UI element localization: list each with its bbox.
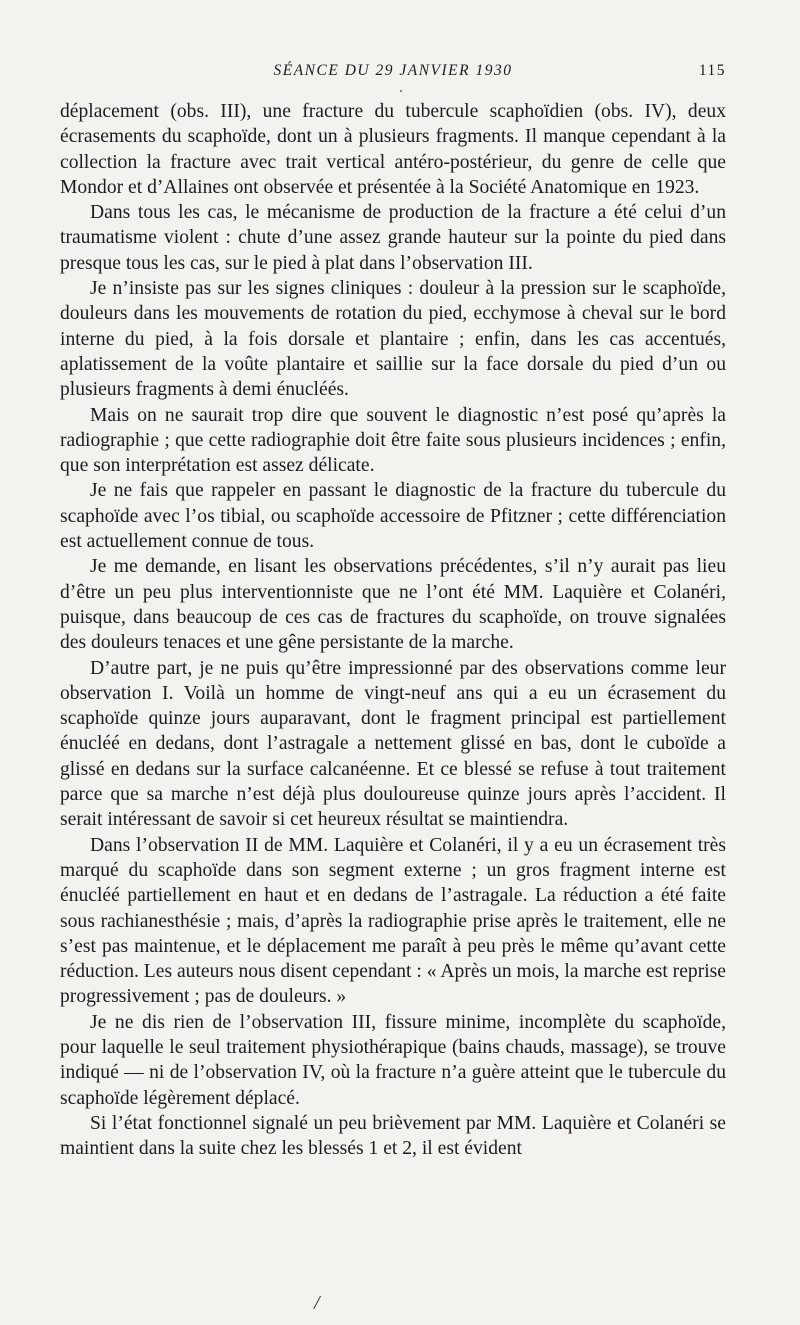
- body-text: [60, 99, 726, 1161]
- paragraph: Dans tous les cas, le mécanisme de production de la fracture a été celui d’un traumatisme violent : chute d’une assez grande hauteur sur la pointe du pied dans presque tous les cas, sur le pied à plat dans l’observation III.: [60, 202, 726, 274]
- paragraph: Je me demande, en lisant les observations précédentes, s’il n’y aurait pas lieu d’être un peu plus interventionniste que ne l’ont été MM. Laquière et Colanéri, puisque, dans beaucoup de ces cas de fractures du scaphoïde, on trouve signalées des douleurs tenaces et une gêne persistante de la marche.: [60, 556, 726, 654]
- paragraph: déplacement (obs. III), une fracture du tubercule scaphoïdien (obs. IV), deux écrasements du scaphoïde, dont un à plusieurs fragments. Il manque cependant à la collection la fracture avec trait vertical antéro-postérieur, du genre de celle que Mondor et d’Allaines ont observée et présentée à la Société Anatomique en 1923.: [60, 101, 726, 198]
- ink-speck: [400, 90, 402, 92]
- page-number: 115: [698, 62, 726, 79]
- paragraph: Je ne fais que rappeler en passant le diagnostic de la fracture du tubercule du scaphoïde avec l’os tibial, ou scaphoïde accessoire de Pfitzner ; cette différenciation est actuellement connue de tous.: [60, 480, 726, 553]
- paragraph: Mais on ne saurait trop dire que souvent le diagnostic n’est posé qu’après la radiographie ; que cette radiographie doit être faite sous plusieurs incidences ; enfin, que son interprétation est assez délicate.: [60, 404, 726, 477]
- paragraph: Je ne dis rien de l’observation III, fissure minime, incomplète du scaphoïde, pour laquelle le seul traitement physiothérapique (bains chauds, massage), se trouve indiqué — ni de l’observation IV, où la fracture n’a guère atteint que le tubercule du scaphoïde légèrement déplacé.: [60, 1011, 726, 1109]
- page-header: [60, 62, 726, 86]
- paragraph: Dans l’observation II de MM. Laquière et Colanéri, il y a eu un écrasement très marqué du scaphoïde dans son segment externe ; un gros fragment interne est énucléé partiellement en haut et en dedans de l’astragale. La réduction a été faite sous rachianesthésie ; mais, d’après la radiographie prise après le traitement, elle ne s’est pas maintenue, et le déplacement me paraît à peu près le même qu’avant cette réduction. Les auteurs nous disent cependant : « Après un mois, la marche est reprise progressivement ; pas de douleurs. »: [60, 834, 726, 1008]
- paragraph: D’autre part, je ne puis qu’être impressionné par des observations comme leur observation I. Voilà un homme de vingt-neuf ans qui a eu un écrasement du scaphoïde quinze jours auparavant, dont le fragment principal est partiellement énucléé en dedans, dont l’astragale a nettement glissé en bas, dont le cuboïde a glissé en dedans sur la surface calcanéenne. Et ce blessé se refuse à tout traitement parce que sa marche n’est déjà plus douloureuse quinze jours après l’accident. Il serait intéressant de savoir si cet heureux résultat se maintiendra.: [60, 657, 726, 831]
- paragraph: Si l’état fonctionnel signalé un peu brièvement par MM. Laquière et Colanéri se maintient dans la suite chez les blessés 1 et 2, il est évident: [60, 1112, 726, 1160]
- paragraph: Je n’insiste pas sur les signes cliniques : douleur à la pression sur le scaphoïde, douleurs dans les mouvements de rotation du pied, ecchymose à cheval sur le bord interne du pied, à la fois dorsale et plantaire ; enfin, dans les cas accentués, aplatissement de la voûte plantaire et saillie sur la face dorsale du pied d’un ou plusieurs fragments à demi énucléés.: [60, 278, 726, 401]
- running-head: SÉANCE DU 29 JANVIER 1930: [273, 62, 513, 79]
- footer-mark: /: [314, 1292, 320, 1314]
